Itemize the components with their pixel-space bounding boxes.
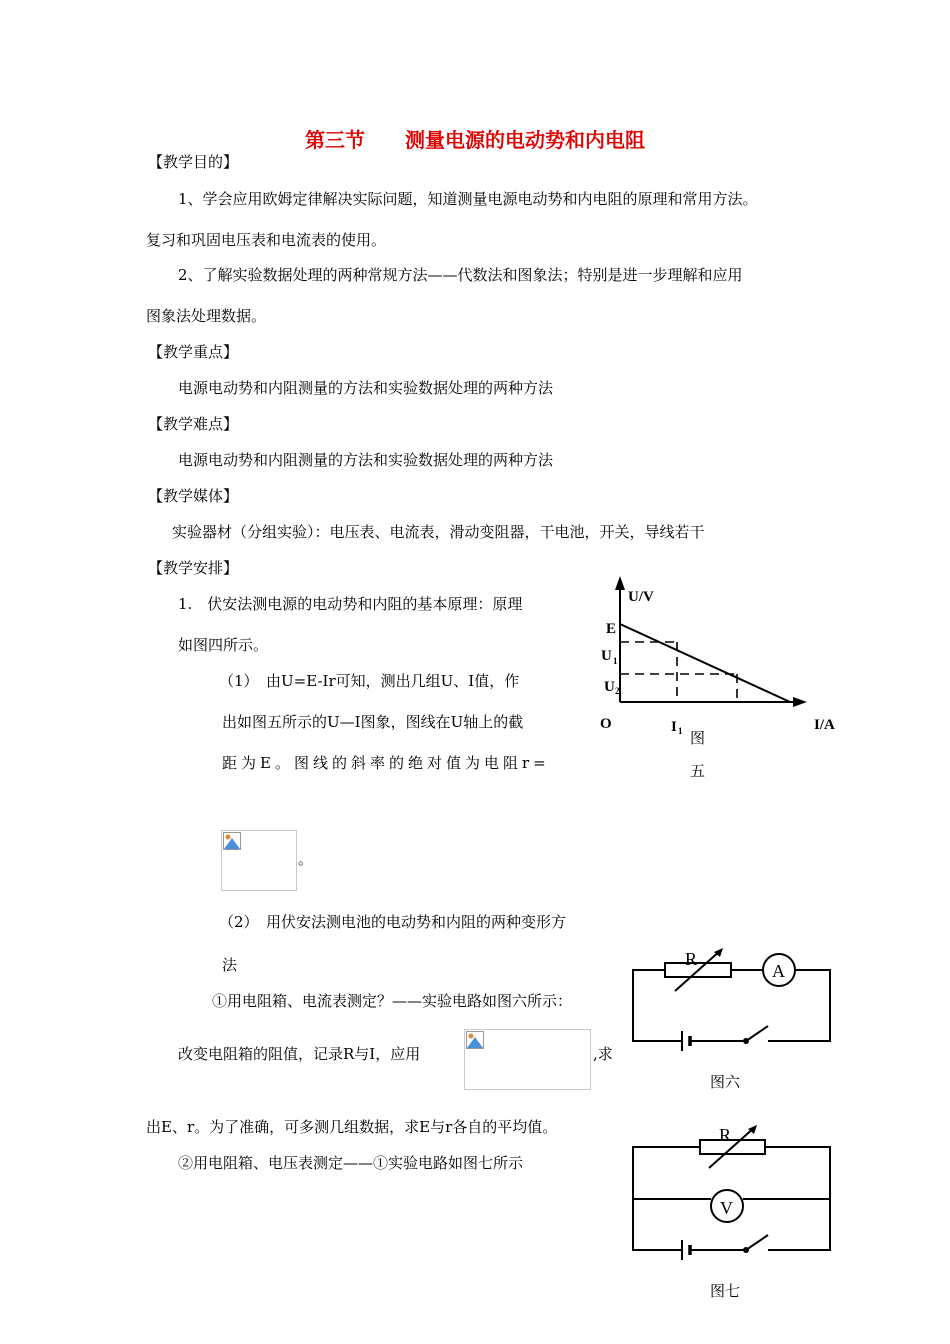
switch-blade [746,1235,768,1250]
method-voltmeter-text: ②用电阻箱、电压表测定——①实验电路如图七所示 [178,1154,524,1172]
average-text: 出E、r。为了准确，可多测几组数据，求E与r各自的平均值。 [146,1118,558,1136]
x-axis-label: I/A [814,717,835,733]
resistance-box-text-end: ,求 [593,1045,613,1063]
method-ammeter-text: ①用电阻箱、电流表测定？——实验电路如图六所示： [212,992,573,1010]
figure-6-circuit [625,948,840,1094]
goal-item-2: 2、了解实验数据处理的两种常规方法——代数法和图象法；特别是进一步理解和应用 [178,266,743,284]
voltmeter-label: V [720,1198,733,1218]
principle-text: 1. 伏安法测电源的电动势和内阻的基本原理：原理 [178,595,523,613]
goal-item-1-cont: 复习和巩固电压表和电流表的使用。 [146,231,387,249]
resistance-box-text: 改变电阻箱的阻值，记录R与I，应用 [178,1045,421,1063]
method-2-text: （2） 用伏安法测电池的电动势和内阻的两种变形方 [219,913,567,931]
principle-text-cont: 如图四所示。 [178,636,269,654]
figure-5-caption-b: 五 [690,764,706,780]
resistor-label: R [719,1125,732,1145]
figure-7-caption: 图七 [710,1284,741,1300]
goal-item-2-cont: 图象法处理数据。 [146,307,267,325]
image-placeholder-icon [466,1031,484,1049]
method-1-text-3: 距为E。图线的斜率的绝对值为电阻r= [222,754,550,772]
goal-heading: 【教学目的】 [148,153,239,171]
figure-5-caption-a: 图 [690,731,706,747]
i1-subscript: 1 [678,726,683,736]
difficulty-text: 电源电动势和内阻测量的方法和实验数据处理的两种方法 [178,451,554,469]
u2-subscript: 2 [615,686,620,696]
figure-6-caption: 图六 [710,1075,741,1091]
e-label: E [606,621,617,637]
ammeter-label: A [772,961,785,981]
y-axis-label: U/V [628,589,654,605]
method-1-text: （1） 由U=E-Ir可知，测出几组U、I值，作 [219,672,520,690]
left-wire [633,970,682,1041]
method-1-text-2: 出如图五所示的U—I图象，图线在U轴上的截 [222,713,524,731]
switch-pivot [743,1247,749,1253]
key-heading: 【教学重点】 [148,343,239,361]
key-text: 电源电动势和内阻测量的方法和实验数据处理的两种方法 [178,379,554,397]
figure-7-circuit [625,1122,840,1302]
resistor-label: R [685,949,698,969]
switch-blade [746,1026,768,1041]
difficulty-heading: 【教学难点】 [148,415,239,433]
plan-heading: 【教学安排】 [148,559,239,577]
figure-5-ui-graph [595,570,845,785]
goal-item-1: 1、学会应用欧姆定律解决实际问题，知道测量电源电动势和内电阻的原理和常用方法。 [178,190,758,208]
formula-end-mark: 。 [298,850,314,868]
y-axis-arrow [615,576,625,590]
origin-label: O [600,716,612,732]
method-2-text-cont: 法 [222,956,238,974]
u1-subscript: 1 [613,656,618,666]
ui-line [620,624,790,702]
switch-pivot [743,1038,749,1044]
u2-label: U [604,679,615,695]
x-axis-arrow [793,697,807,707]
media-heading: 【教学媒体】 [148,487,239,505]
media-text: 实验器材（分组实验）：电压表、电流表，滑动变阻器，干电池，开关，导线若干 [172,523,705,541]
page-title: 第三节 测量电源的电动势和内电阻 [305,128,645,152]
i1-label: I [671,719,677,735]
u1-label: U [601,648,612,664]
formula-image-er [464,1029,591,1090]
image-placeholder-icon [223,832,241,850]
formula-image-r [221,830,297,891]
